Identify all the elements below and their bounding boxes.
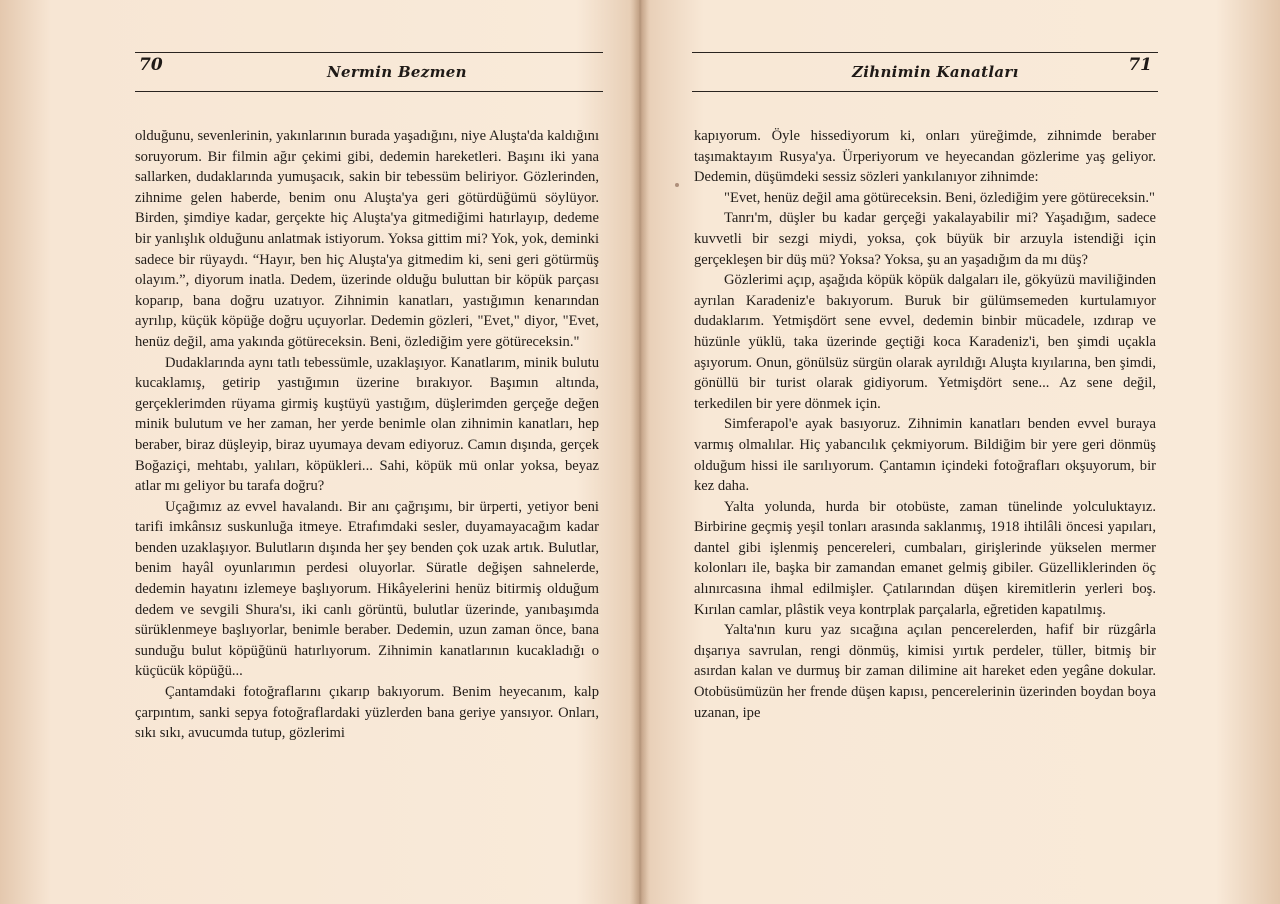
left-page-body	[135, 126, 599, 744]
right-paragraph-7: Yalta'nın kuru yaz sıcağına açılan pencerelerden, hafif bir rüzgârla dışarıya savrulan, rengi dönmüş, kimisi yırtık perdeler, tüller, bitmiş bir asırdan kalan ve durmuş bir zaman dilimine ait hareket eden yegâne dokular. Otobüsümüzün her frende düşen kapısı, pencerelerinin üzerinden boydan boya uzanan, ipe	[694, 622, 1156, 721]
left-page	[0, 0, 632, 904]
right-paragraph-3: Tanrı'm, düşler bu kadar gerçeği yakalayabilir mi? Yaşadığım, sadece kuvvetli bir sezgi miydi, yoksa, çok büyük bir arzuyla istendiği için gerçekleşen bir düş mü? Yoksa? Yoksa, şu an yaşadığım da mı düş?	[694, 210, 1156, 268]
left-running-head: Nermin Bezmen	[327, 63, 467, 81]
right-paragraph-6: Yalta yolunda, hurda bir otobüste, zaman tünelinde yolculuktayız. Birbirine geçmiş yeşil tonları arasında saklanmış, 1918 ihtilâli öncesi yapıları, dantel gibi işlenmiş pencereleri, cumbaları, girişlerinde yükselen mermer kolonları ile, başka bir zamandan emanet gelmiş gibiler. Güzelliklerinden öç alınırcasına ihmal edilmişler. Çatılarından düşen kiremitlerin yerleri boş. Kırılan camlar, plâstik veya kontrplak parçalarla, eğretiden kapatılmış.	[694, 498, 1156, 618]
left-paragraph-4: Çantamdaki fotoğraflarını çıkarıp bakıyorum. Benim heyecanım, kalp çarpıntım, sanki sepya fotoğraflardaki yüzlerden bana geriye yansıyor. Onları, sıkı sıkı, avucumda tutup, gözlerimi	[135, 684, 599, 742]
left-paragraph-1: olduğunu, sevenlerinin, yakınlarının burada yaşadığını, niye Aluşta'da kaldığını soruyorum. Bir filmin ağır çekimi gibi, dedemin hareketleri. Başını iki yana sallarken, dudaklarında yumuşacık, sakin bir tebessüm beliriyor. Gözlerinden, zihnime gelen haberde, benim onu Aluşta'ya geri götürdüğümü söylüyor. Birden, şimdiye kadar, gerçekte hiç Aluşta'ya gitmediğimi hatırlayıp, dedeme bir yanlışlık olduğunu anlatmak istiyorum. Yoksa gittim mi? Yok, yok, deminki sadece bir rüyaydı. “Hayır, ben hiç Aluşta'ya gitmedim ki, seni geri götürmüş olayım.”, diyorum inatla. Dedem, üzerinde olduğu buluttan bir köpük parçası koparıp, bana doğru uzatıyor. Zihnimin kanatları, yastığımın kenarından ayrılıp, küçük köpüğe doğru uçuyorlar. Dedemin gözleri, "Evet," diyor, "Evet, henüz değil, ama yakında götüreceksin. Beni, özlediğim yere götüreceksin."	[135, 128, 599, 350]
ink-spot	[675, 183, 679, 187]
left-paragraph-2: Dudaklarında aynı tatlı tebessümle, uzaklaşıyor. Kanatlarım, minik bulutu kucaklamış, getirip yastığımın üzerine bırakıyor. Başımın altında, gerçeklerimden rüyama girmiş kuştüyü yastığım, düşlerimden gerçeğe değen minik bulutum ve her zaman, her yerde benimle olan zihnimin kanatları, hep beraber, biraz düşleyip, biraz uyumaya devam ediyoruz. Camın dışında, gerçek Boğaziçi, mehtabı, yalıları, köpükleri... Sahi, köpük mü onlar yoksa, beyaz atlar mı geliyor bu tarafa doğru?	[135, 354, 599, 495]
left-page-header	[135, 52, 603, 92]
book-gutter	[630, 0, 650, 904]
right-page-header	[692, 52, 1158, 92]
right-page-body	[694, 126, 1156, 723]
right-page	[648, 0, 1280, 904]
right-paragraph-4: Gözlerimi açıp, aşağıda köpük köpük dalgaları ile, gökyüzü maviliğinden ayrılan Karadeniz'e bakıyorum. Buruk bir gülümsemeden kurtulamıyor dudaklarım. Yetmişdört sene evvel, dedemin binbir mücadele, ızdırap ve hüzünle yüklü, taka üzerinde geçtiği koca Karadeniz'i, ben şimdi uçakla aşıyorum. Onun, gönülsüz sürgün olarak ayrıldığı Aluşta kıyılarına, ben şimdi, gönüllü bir turist olarak gidiyorum. Yetmişdört sene... Az sene değil, terkedilen bir yere dönmek için.	[694, 272, 1156, 412]
right-page-number: 71	[1128, 55, 1152, 75]
right-paragraph-5: Simferapol'e ayak basıyoruz. Zihnimin kanatları benden evvel buraya varmış olmalılar. Hiç yabancılık çekmiyorum. Bildiğim bir yere geri dönmüş olduğum hissi ile sarılıyorum. Çantamın içindeki fotoğrafları okşuyorum, bir kez daha.	[694, 416, 1156, 495]
right-running-head: Zihnimin Kanatları	[852, 63, 1019, 81]
right-paragraph-1: kapıyorum. Öyle hissediyorum ki, onları yüreğimde, zihnimde beraber taşımaktayım Rusya'ya. Ürperiyorum ve heyecandan gözlerime yaş geliyor. Dedemin, düşümdeki sessiz sözleri yankılanıyor zihnimde:	[694, 128, 1156, 186]
right-paragraph-2: "Evet, henüz değil ama götüreceksin. Beni, özlediğim yere götüreceksin."	[724, 189, 1155, 206]
left-paragraph-3: Uçağımız az evvel havalandı. Bir anı çağrışımı, bir ürperti, yetiyor beni tarifi imkânsız suskunluğa itmeye. Etrafımdaki sesler, duyamayacağım kadar benden uzaklaşıyor. Bulutların dışında her şey benden çok uzak artık. Bulutlar, benim hayâl oyunlarımın perdesi oluyorlar. Süratle değişen sahnelerde, dedemin hayatını izlemeye başlıyorum. Hikâyelerini henüz bitirmiş olduğum dedem ve sevgili Shura'sı, iki canlı görüntü, bulutlar üzerinde, yanıbaşımda sürüklenmeye başlıyorlar, benimle beraber. Dedemin, uzun zaman önce, bana sunduğu bulut köpüğünü hatırlıyorum. Zihnimin kanatlarının kucakladığı o küçücük köpüğü...	[135, 498, 599, 680]
left-page-number: 70	[139, 55, 163, 75]
